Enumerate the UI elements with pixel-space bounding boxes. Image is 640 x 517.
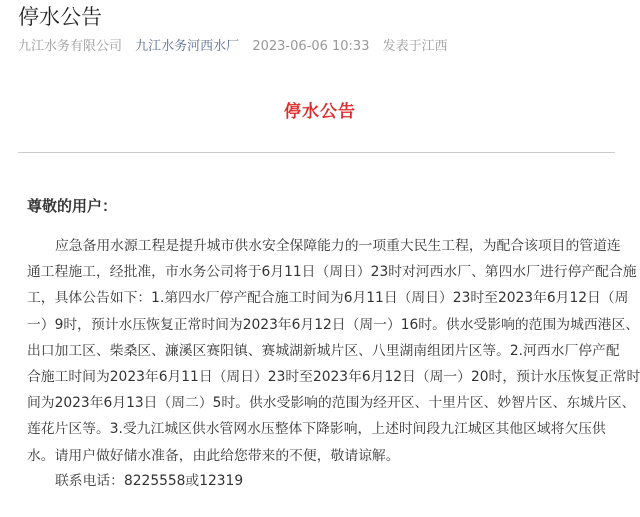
body-line: 出口加工区、柴桑区、濂溪区赛阳镇、赛城湖新城片区、八里湖南组团片区等。2.河西水厂停产配 (27, 342, 620, 359)
body-line: 一）9时，预计水压恢复正常时间为2023年6月12日（周一）16时。供水受影响的范围为城西港区、 (27, 316, 640, 333)
body-line: 莲花片区等。3.受九江城区供水管网水压整体下降影响，上述时间段九江城区其他区域将欠压供 (27, 421, 606, 438)
body-line: 应急备用水源工程是提升城市供水安全保障能力的一项重大民生工程，为配合该项目的管道连 (55, 238, 621, 254)
body-line: 通工程施工，经批准，市水务公司将于6月11日（周日）23时对河西水厂、第四水厂进行停产配合施 (27, 264, 637, 281)
body-line: 合施工时间为2023年6月11日（周日）23时至2023年6月12日（周一）20时，预计水压恢复正常时 (27, 369, 640, 386)
source-name: 九江水务有限公司 (18, 39, 123, 54)
account-link[interactable]: 九江水务河西水厂 (135, 39, 240, 54)
body-line: 工，具体公告如下：1.第四水厂停产配合施工时间为6月11日（周日）23时至2023年6月12日（周 (27, 290, 629, 307)
notice-heading: 停水公告 (284, 102, 356, 122)
body-line: 水。请用户做好储水准备，由此给您带来的不便，敬请谅解。 (27, 447, 400, 464)
notice-body (27, 233, 640, 469)
contact-phone: 联系电话：8225558或12319 (55, 473, 244, 489)
publish-location: 发表于江西 (382, 39, 448, 54)
publish-time: 2023-06-06 10:33 (252, 39, 370, 54)
divider (18, 152, 615, 153)
page-title: 停水公告 (18, 5, 102, 29)
greeting: 尊敬的用户： (27, 197, 118, 215)
body-line: 间为2023年6月13日（周二）5时。供水受影响的范围为经开区、十里片区、妙智片区、东城片区、 (27, 395, 636, 412)
article-meta (18, 38, 457, 56)
